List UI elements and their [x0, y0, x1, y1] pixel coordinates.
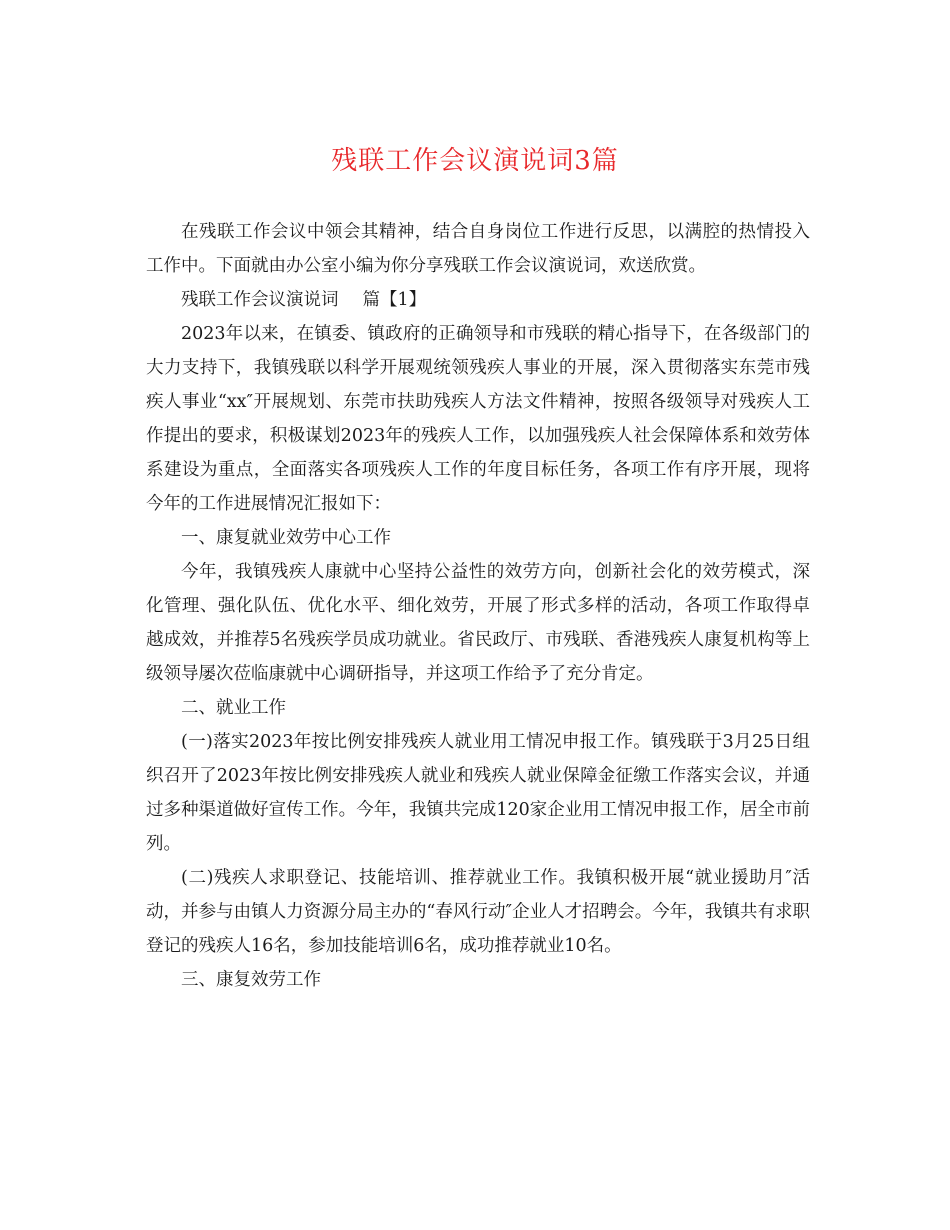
body-paragraph: 今年，我镇残疾人康就中心坚持公益性的效劳方向，创新社会化的效劳模式，深化管理、强化队伍、优化水平、细化效劳，开展了形式多样的活动，各项工作取得卓越成效，并推荐5名残疾学员成功就业。省民政厅、市残联、香港残疾人康复机构等上级领导屡次莅临康就中心调研指导，并这项工作给予了充分肯定。 [146, 562, 810, 684]
subtitle-text: 残联工作会议演说词 [181, 290, 339, 310]
intro-paragraph: 在残联工作会议中领会其精神，结合自身岗位工作进行反思，以满腔的热情投入工作中。下面就由办公室小编为你分享残联工作会议演说词，欢送欣赏。 [146, 222, 810, 276]
body-paragraph: (二)残疾人求职登记、技能培训、推荐就业工作。我镇积极开展“就业援助月″活动，并参与由镇人力资源分局主办的“春风行动″企业人才招聘会。今年，我镇共有求职登记的残疾人16名，参加技能培训6名，成功推荐就业10名。 [146, 868, 810, 956]
subtitle-part-label: 篇【1】 [362, 290, 427, 310]
section-subtitle [146, 283, 810, 317]
body-paragraph: (一)落实2023年按比例安排残疾人就业用工情况申报工作。镇残联于3月25日组织召开了2023年按比例安排残疾人就业和残疾人就业保障金征缴工作落实会议，并通过多种渠道做好宣传工作。今年，我镇共完成120家企业用工情况申报工作，居全市前列。 [146, 732, 810, 854]
section-heading: 三、康复效劳工作 [181, 970, 321, 990]
document-title: 残联工作会议演说词3篇 [331, 146, 619, 176]
body-paragraph: 2023年以来，在镇委、镇政府的正确领导和市残联的精心指导下，在各级部门的大力支持下，我镇残联以科学开展观统领残疾人事业的开展，深入贯彻落实东莞市残疾人事业“xx″开展规划、东莞市扶助残疾人方法文件精神，按照各级领导对残疾人工作提出的要求，积极谋划2023年的残疾人工作，以加强残疾人社会保障体系和效劳体系建设为重点，全面落实各项残疾人工作的年度目标任务，各项工作有序开展，现将今年的工作进展情况汇报如下： [146, 324, 810, 514]
section-heading: 一、康复就业效劳中心工作 [181, 528, 391, 548]
document-body [146, 215, 810, 997]
section-heading: 二、就业工作 [181, 698, 286, 718]
